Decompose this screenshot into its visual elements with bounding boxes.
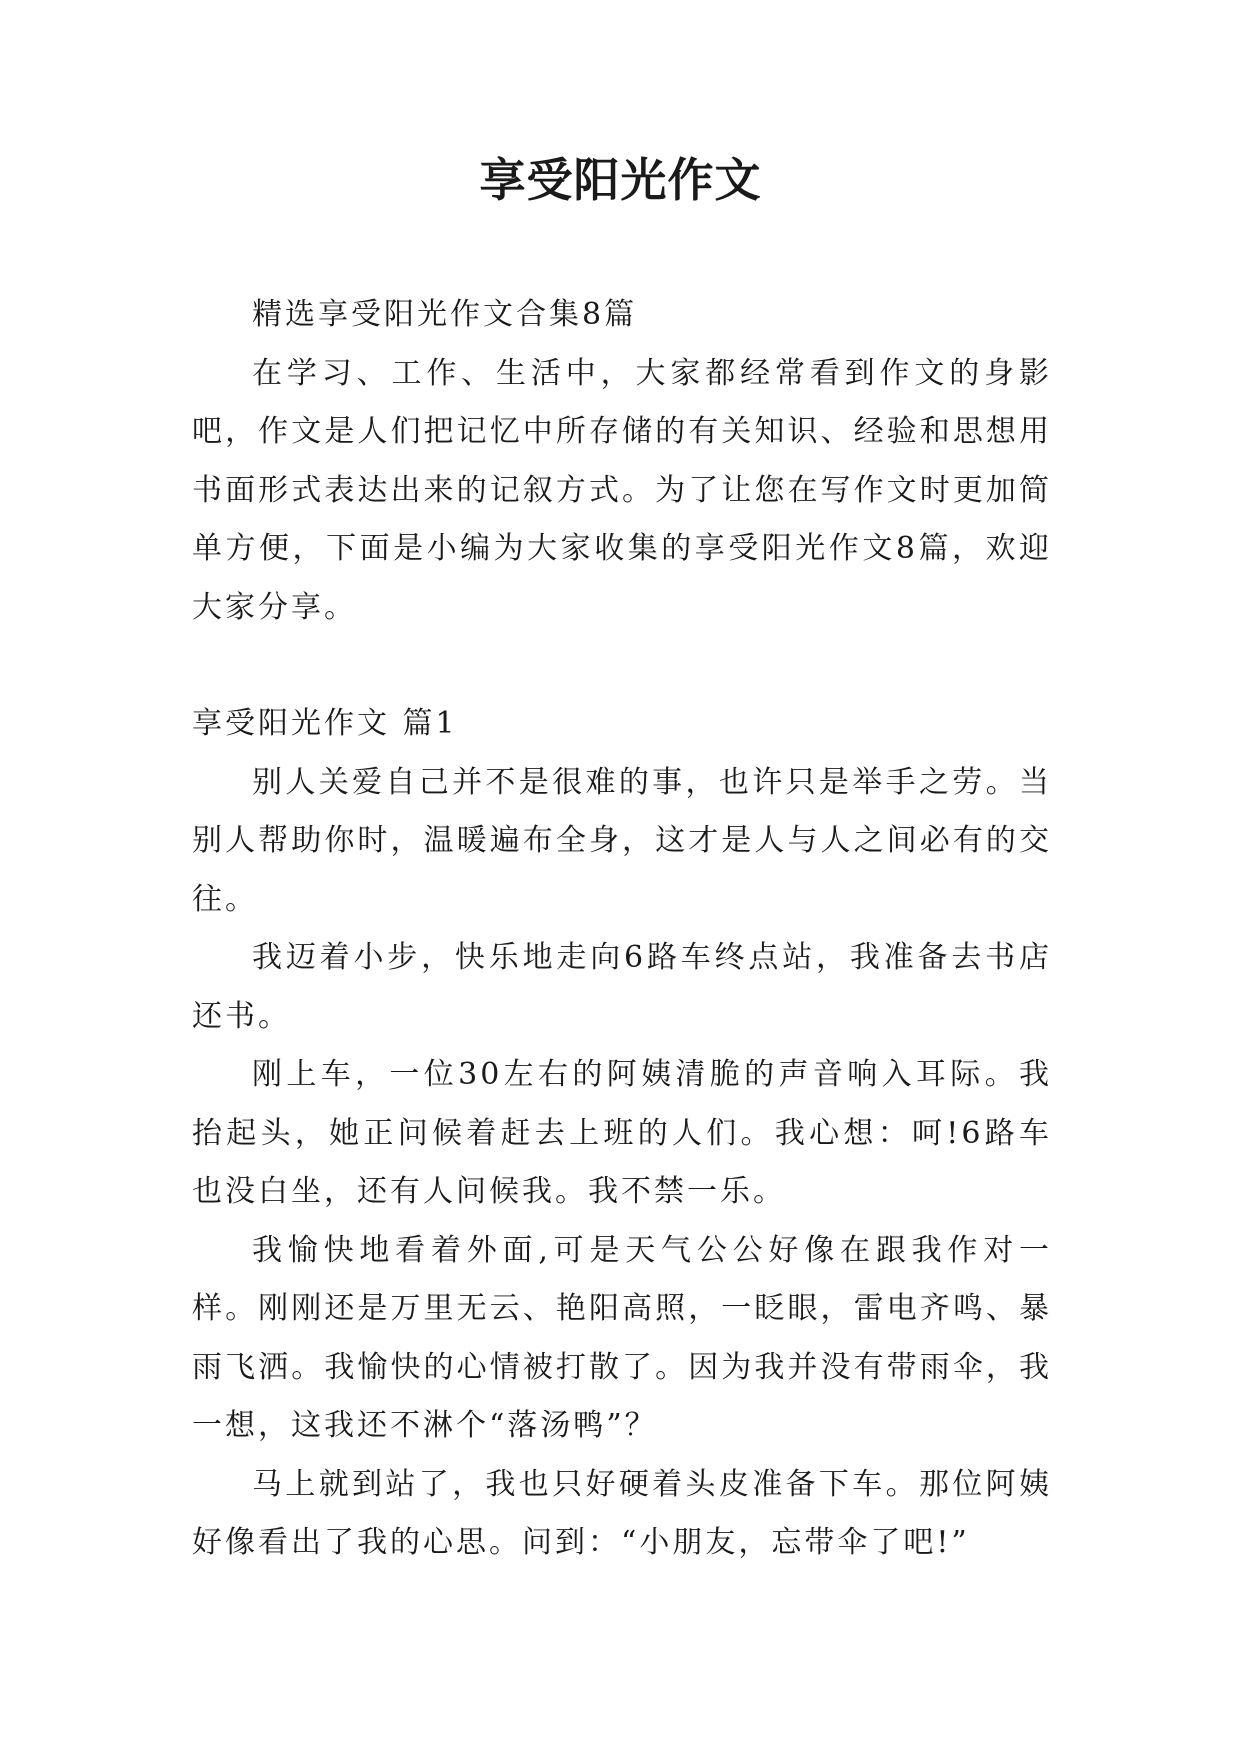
section-heading: 享受阳光作文 篇1 <box>192 706 458 741</box>
document-body <box>192 286 1052 1573</box>
body-paragraph: 刚上车，一位30左右的阿姨清脆的声音响入耳际。我抬起头，她正问候着赶去上班的人们。我心想：呵!6路车也没白坐，还有人问候我。我不禁一乐。 <box>192 1057 1052 1209</box>
collection-subtitle: 精选享受阳光作文合集8篇 <box>252 297 638 332</box>
body-paragraph: 马上就到站了，我也只好硬着头皮准备下车。那位阿姨好像看出了我的心思。问到：“小朋友，忘带伞了吧!” <box>192 1466 1052 1560</box>
body-paragraph: 我迈着小步，快乐地走向6路车终点站，我准备去书店还书。 <box>192 940 1052 1034</box>
document-title: 享受阳光作文 <box>479 153 762 207</box>
body-paragraph: 我愉快地看着外面,可是天气公公好像在跟我作对一样。刚刚还是万里无云、艳阳高照，一眨眼，雷电齐鸣、暴雨飞洒。我愉快的心情被打散了。因为我并没有带雨伞，我一想，这我还不淋个“落汤鸭”？ <box>192 1232 1052 1443</box>
intro-paragraph: 在学习、工作、生活中，大家都经常看到作文的身影吧，作文是人们把记忆中所存储的有关知识、经验和思想用书面形式表达出来的记叙方式。为了让您在写作文时更加简单方便，下面是小编为大家收集的享受阳光作文8篇，欢迎大家分享。 <box>192 355 1052 625</box>
body-paragraph: 别人关爱自己并不是很难的事，也许只是举手之劳。当别人帮助你时，温暖遍布全身，这才是人与人之间必有的交往。 <box>192 764 1052 917</box>
